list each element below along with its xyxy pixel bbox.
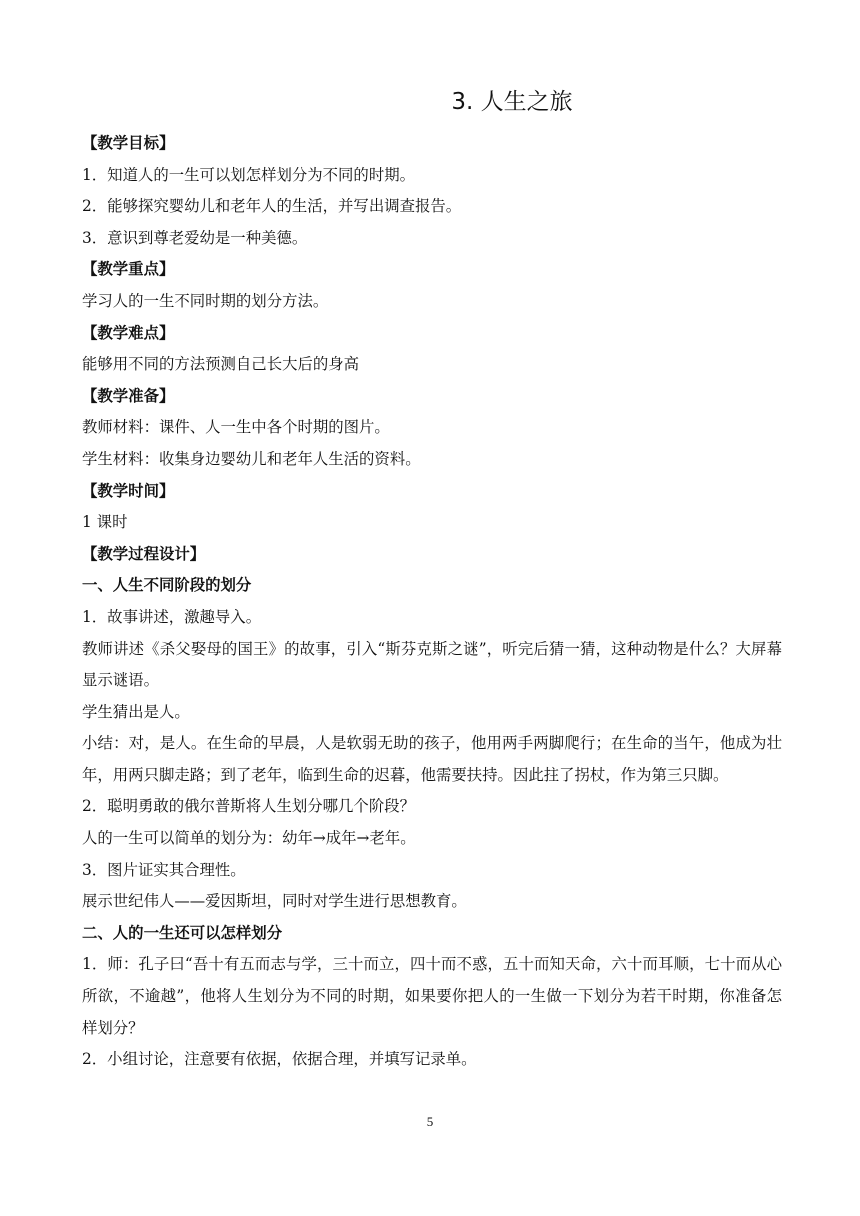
part1-paragraph: 3．图片证实其合理性。	[82, 860, 246, 879]
part2-paragraph: 1．师：孔子曰“吾十有五而志与学，三十而立，四十而不惑，五十而知天命，六十而耳顺，七十而从心所欲，不逾越”，他将人生划分为不同的时期，如果要你把人的一生做一下划分为若干时期，你准备怎样划分？	[82, 955, 782, 1037]
time-heading: 【教学时间】	[82, 481, 175, 500]
part1-paragraph: 2．聪明勇敢的俄尔普斯将人生划分哪几个阶段？	[82, 797, 415, 816]
goals-heading: 【教学目标】	[82, 134, 175, 152]
prep-heading: 【教学准备】	[82, 386, 175, 405]
prep-item: 教师材料：课件、人一生中各个时期的图片。	[82, 418, 390, 437]
difficulty-text: 能够用不同的方法预测自己长大后的身高	[82, 355, 360, 374]
part2-paragraph: 2．小组讨论，注意要有依据，依据合理，并填写记录单。	[82, 1050, 477, 1069]
part1-paragraph: 教师讲述《杀父娶母的国王》的故事，引入“斯芬克斯之谜”，听完后猜一猜，这种动物是什么？大屏幕显示谜语。	[82, 639, 782, 690]
goal-item: 1．知道人的一生可以划怎样划分为不同的时期。	[82, 165, 415, 184]
part1-paragraph: 学生猜出是人。	[82, 702, 190, 721]
part1-paragraph: 小结：对，是人。在生命的早晨，人是软弱无助的孩子，他用两手两脚爬行；在生命的当午，他成为壮年，用两只脚走路；到了老年，临到生命的迟暮，他需要扶持。因此拄了拐杖，作为第三只脚。	[82, 734, 782, 784]
part1-paragraph: 人的一生可以简单的划分为：幼年→成年→老年。	[82, 829, 416, 848]
page-number: 5	[426, 1114, 434, 1129]
key-text: 学习人的一生不同时期的划分方法。	[82, 291, 329, 310]
time-text: 1 课时	[82, 513, 128, 532]
part1-paragraph: 1．故事讲述，激趣导入。	[82, 607, 262, 626]
part1-paragraph: 展示世纪伟人——爱因斯坦，同时对学生进行思想教育。	[82, 892, 467, 911]
key-heading: 【教学重点】	[82, 260, 175, 279]
document-page	[82, 86, 782, 1076]
goal-item: 3．意识到尊老爱幼是一种美德。	[82, 228, 308, 247]
part2-heading: 二、人的一生还可以怎样划分	[82, 923, 283, 942]
part1-heading: 一、人生不同阶段的划分	[82, 576, 252, 595]
difficulty-heading: 【教学难点】	[82, 323, 175, 342]
goal-item: 2．能够探究婴幼儿和老年人的生活，并写出调查报告。	[82, 197, 462, 216]
page-title: 3. 人生之旅	[451, 89, 573, 115]
process-heading: 【教学过程设计】	[82, 544, 206, 563]
prep-item: 学生材料：收集身边婴幼儿和老年人生活的资料。	[82, 449, 421, 468]
